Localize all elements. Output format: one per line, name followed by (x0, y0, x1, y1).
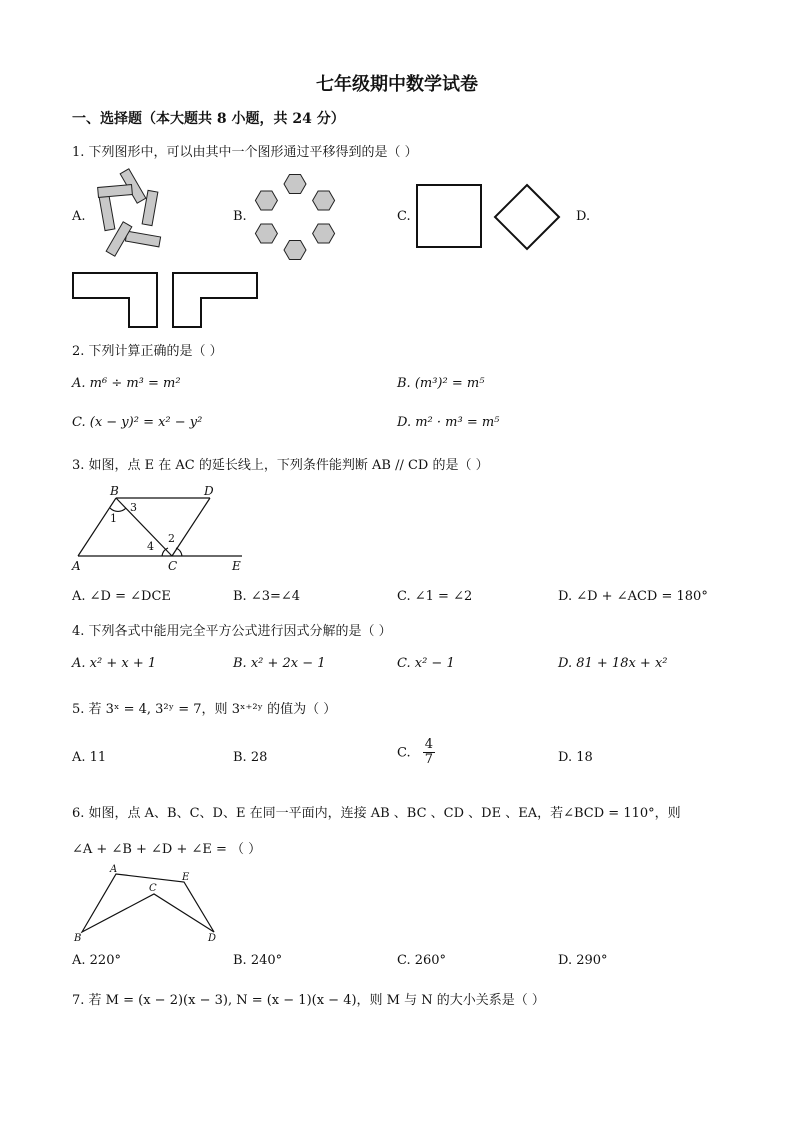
question-2-stem: 2. 下列计算正确的是（ ） (72, 344, 223, 359)
q5-option-c-fraction (423, 738, 435, 768)
section-heading: 一、选择题（本大题共 8 小题，共 24 分） (72, 111, 345, 127)
q1-figure-a-bars (88, 178, 168, 258)
q5-option-d: D. 18 (558, 750, 593, 765)
q3-option-d: D. ∠D + ∠ACD = 180° (558, 589, 708, 604)
q3-option-c: C. ∠1 = ∠2 (397, 589, 473, 604)
question-7-stem: 7. 若 M = (x − 2)(x − 3), N = (x − 1)(x − 4)，则 M 与 N 的大小关系是（ ） (72, 993, 545, 1008)
q6-label-e: E (182, 872, 190, 883)
page-title: 七年级期中数学试卷 (316, 74, 478, 95)
q6-label-d: D (208, 933, 217, 944)
q2-option-b: B. (m³)² = m⁵ (397, 376, 485, 391)
q4-option-a: A. x² + x + 1 (72, 656, 157, 671)
q2-option-c: C. (x − y)² = x² − y² (72, 415, 203, 430)
q3-label-b: B (110, 484, 119, 498)
q1-option-c-label: C. (397, 209, 411, 224)
q3-label-e: E (232, 559, 241, 573)
q1-option-d-label: D. (576, 209, 591, 224)
q5-fraction-numerator: 4 (424, 737, 434, 752)
q3-figure (72, 484, 252, 574)
question-6-stem-line1: 6. 如图，点 A、B、C、D、E 在同一平面内，连接 AB 、BC 、CD 、DE 、EA，若∠BCD = 110°，则 (72, 806, 681, 821)
q6-option-b: B. 240° (233, 953, 283, 968)
question-3-stem: 3. 如图，点 E 在 AC 的延长线上，下列条件能判断 AB // CD 的是（ ） (72, 458, 489, 473)
q1-option-b-label: B. (233, 209, 247, 224)
hexagon-cell (255, 224, 277, 243)
question-4-stem: 4. 下列各式中能用完全平方公式进行因式分解的是（ ） (72, 624, 392, 639)
hexagon-cell (313, 191, 335, 210)
q4-option-c: C. x² − 1 (397, 656, 455, 671)
q5-option-b: B. 28 (233, 750, 268, 765)
q3-angle-3: 3 (130, 501, 137, 514)
q3-option-b: B. ∠3=∠4 (233, 589, 301, 604)
question-5-stem: 5. 若 3ˣ = 4, 3²ʸ = 7，则 3ˣ⁺²ʸ 的值为（ ） (72, 702, 337, 717)
q6-figure (72, 864, 232, 944)
q4-option-b: B. x² + 2x − 1 (233, 656, 326, 671)
q5-option-a: A. 11 (72, 750, 107, 765)
q3-angle-1: 1 (110, 512, 117, 525)
q6-label-b: B (74, 933, 82, 944)
hexagon-cell (255, 191, 277, 210)
q6-option-d: D. 290° (558, 953, 608, 968)
q3-option-a: A. ∠D = ∠DCE (72, 589, 171, 604)
q5-fraction-denominator: 7 (424, 752, 434, 768)
hexagon-cell (284, 175, 306, 194)
q2-option-a: A. m⁶ ÷ m³ = m² (72, 376, 181, 391)
q3-label-a: A (72, 559, 81, 573)
q6-option-a: A. 220° (72, 953, 121, 968)
q3-angle-2: 2 (168, 532, 175, 545)
q6-label-c: C (149, 883, 157, 894)
q3-label-d: D (204, 484, 214, 498)
hexagon-cell (284, 241, 306, 260)
q1-figure-b-hexagons (250, 172, 340, 262)
q6-label-a: A (110, 864, 118, 875)
q1-option-a-label: A. (72, 209, 86, 224)
q6-option-c: C. 260° (397, 953, 447, 968)
q1-figure-c-diamond (494, 184, 564, 250)
q4-option-d: D. 81 + 18x + x² (558, 656, 668, 671)
q5-option-c (397, 738, 435, 768)
question-1-stem: 1. 下列图形中，可以由其中一个图形通过平移得到的是（ ） (72, 145, 418, 160)
q1-figure-d-l-shapes (72, 272, 262, 332)
q1-figure-c-square (416, 184, 486, 250)
question-6-stem-line2: ∠A + ∠B + ∠D + ∠E = （ ） (72, 842, 262, 857)
hexagon-cell (313, 224, 335, 243)
q5-option-c-prefix: C. (397, 745, 411, 761)
q3-angle-4: 4 (147, 540, 154, 553)
q2-option-d: D. m² · m³ = m⁵ (397, 415, 500, 430)
q3-label-c: C (168, 559, 178, 573)
